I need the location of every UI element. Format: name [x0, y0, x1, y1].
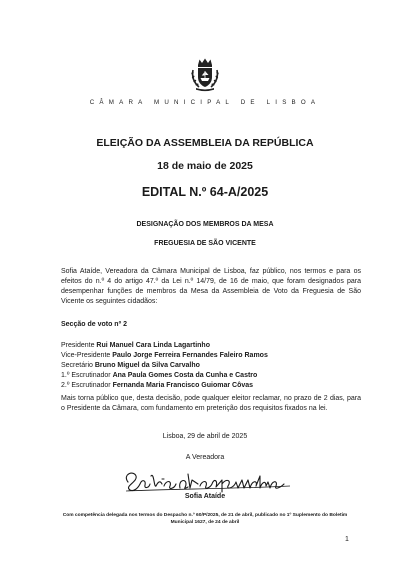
member-row — [61, 381, 268, 391]
signer-role: A Vereadora — [185, 454, 225, 461]
edital-number: EDITAL N.º 64-A/2025 — [141, 185, 269, 199]
member-name: Rui Manuel Cara Linda Lagartinho — [96, 342, 210, 349]
election-date: 18 de maio de 2025 — [157, 160, 253, 172]
member-name: Ana Paula Gomes Costa da Cunha e Castro — [112, 372, 258, 379]
section-heading: Secção de voto nº 2 — [61, 321, 127, 328]
member-row — [61, 351, 268, 361]
signer-name: Sofia Ataíde — [184, 493, 226, 500]
closing-paragraph: Mais torna público que, desta decisão, pode qualquer eleitor reclamar, no prazo de 2 dias, para o Presidente da Câmara, com fundamento em preterição dos requisitos fixados na lei. — [61, 395, 361, 412]
member-role: 2.º Escrutinador — [61, 382, 113, 389]
election-title: ELEIÇÃO DA ASSEMBLEIA DA REPÚBLICA — [96, 137, 314, 149]
member-name: Bruno Miguel da Silva Carvalho — [94, 362, 200, 369]
member-row — [61, 371, 268, 381]
lisbon-coat-of-arms-icon — [187, 56, 223, 92]
delegation-footnote: Com competência delegada nos termos do Despacho n.º 60/P/2025, de 21 de abril, publicado no 1º Suplemento do Boletim Municipal 1627, de 24 de abril — [62, 513, 348, 525]
member-role: Secretário — [61, 362, 95, 369]
intro-paragraph: Sofia Ataíde, Vereadora da Câmara Municipal de Lisboa, faz público, nos termos e para os efeitos do n.º 4 do artigo 47.º da Lei n.º 14/79, de 16 de maio, que foram designados para desempenhar funções de membros da Mesa da Assembleia de Voto da Freguesia de São Vicente os seguintes cidadãos: — [61, 268, 361, 305]
member-row — [61, 361, 268, 371]
member-name: Fernanda Maria Francisco Guiomar Côvas — [112, 382, 254, 389]
place-date: Lisboa, 29 de abril de 2025 — [162, 433, 248, 440]
member-name: Paulo Jorge Ferreira Fernandes Faleiro Ramos — [112, 352, 268, 359]
designation-heading: DESIGNAÇÃO DOS MEMBROS DA MESA — [136, 221, 274, 228]
page-number: 1 — [345, 536, 349, 543]
handwritten-signature — [118, 462, 298, 496]
members-list — [61, 341, 268, 391]
member-role: Vice-Presidente — [61, 352, 113, 359]
member-role: 1.º Escrutinador — [61, 372, 113, 379]
member-role: Presidente — [61, 342, 97, 349]
member-row — [61, 341, 268, 351]
institution-name: CÂMARA MUNICIPAL DE LISBOA — [89, 99, 321, 106]
parish-heading: FREGUESIA DE SÃO VICENTE — [154, 240, 256, 247]
